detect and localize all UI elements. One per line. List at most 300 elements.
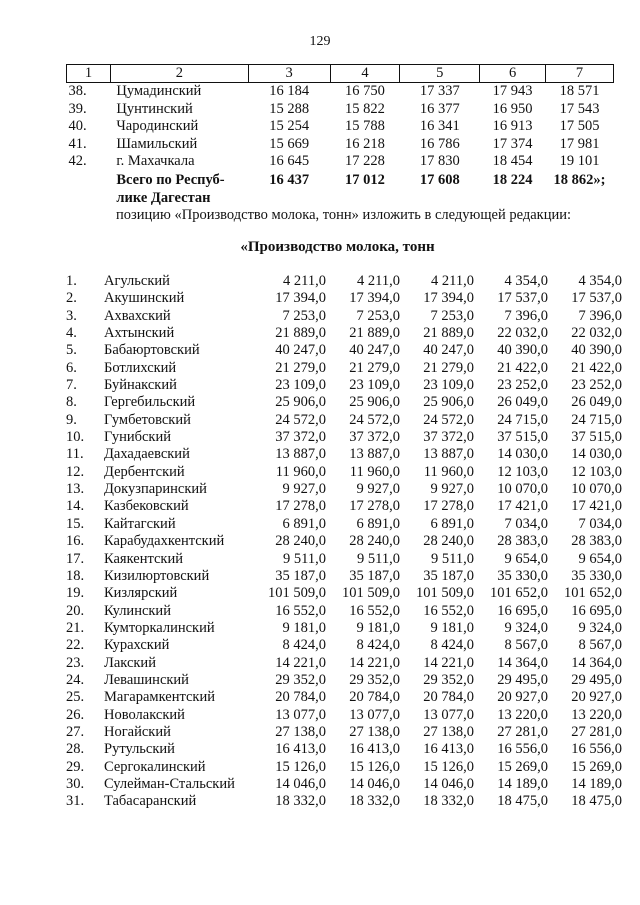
value-cell: 27 138,0 xyxy=(349,723,400,740)
value-cell: 14 189,0 xyxy=(497,775,548,792)
table-row xyxy=(66,759,622,776)
row-number: 40. xyxy=(68,118,87,134)
value-cell: 7 034,0 xyxy=(504,515,548,532)
value-cell: 13 220,0 xyxy=(571,706,622,723)
district-name: Табасаранский xyxy=(104,793,197,810)
value-cell: 17 278,0 xyxy=(275,498,326,515)
value-cell: 13 077,0 xyxy=(423,706,474,723)
value-cell: 15 288 xyxy=(269,100,310,117)
value-cell: 17 278,0 xyxy=(349,498,400,515)
row-number: 22. xyxy=(66,637,85,654)
value-cell: 10 070,0 xyxy=(497,481,548,498)
value-cell: 9 181,0 xyxy=(282,619,326,636)
value-cell: 24 572,0 xyxy=(275,411,326,428)
table-row xyxy=(66,394,622,411)
district-name: Казбековский xyxy=(104,498,189,515)
district-name: Шамильский xyxy=(116,135,198,152)
table-row xyxy=(67,136,614,154)
value-cell: 22 032,0 xyxy=(497,325,548,342)
table-row xyxy=(66,498,622,515)
row-number: 11. xyxy=(66,446,84,463)
value-cell: 40 390,0 xyxy=(571,342,622,359)
value-cell: 7 253,0 xyxy=(282,307,326,324)
total-label-line: лике Дагестан xyxy=(116,189,211,206)
district-name: г. Махачкала xyxy=(116,153,195,169)
row-number: 38. xyxy=(68,83,87,99)
value-cell: 40 247,0 xyxy=(423,342,474,359)
row-number: 7. xyxy=(66,377,77,394)
value-cell: 35 187,0 xyxy=(349,567,400,584)
value-cell: 9 324,0 xyxy=(578,619,622,636)
row-number: 30. xyxy=(66,775,85,792)
value-cell: 4 211,0 xyxy=(357,273,400,289)
empty-cell xyxy=(67,171,111,207)
value-cell: 37 515,0 xyxy=(497,429,548,446)
value-cell: 21 279,0 xyxy=(275,359,326,376)
value-cell: 7 396,0 xyxy=(578,307,622,324)
table-row xyxy=(66,308,622,325)
value-cell: 20 784,0 xyxy=(349,689,400,706)
row-number: 6. xyxy=(66,359,77,376)
value-cell: 101 652,0 xyxy=(490,585,548,602)
value-cell: 21 422,0 xyxy=(497,359,548,376)
value-cell: 16 552,0 xyxy=(275,602,326,619)
row-number: 13. xyxy=(66,481,85,498)
value-cell: 14 221,0 xyxy=(349,654,400,671)
value-cell: 21 422,0 xyxy=(571,359,622,376)
table-row xyxy=(67,83,614,101)
value-cell: 14 030,0 xyxy=(497,446,548,463)
header-cell: 7 xyxy=(546,65,614,83)
table-row xyxy=(66,429,622,446)
value-cell: 27 281,0 xyxy=(571,723,622,740)
district-name: Кумторкалинский xyxy=(104,619,215,636)
value-cell: 25 906,0 xyxy=(349,394,400,411)
value-cell: 16 184 xyxy=(269,83,310,99)
header-cell: 2 xyxy=(110,65,248,83)
value-cell: 23 252,0 xyxy=(571,377,622,394)
value-cell: 12 103,0 xyxy=(497,463,548,480)
row-number: 19. xyxy=(66,585,85,602)
value-cell: 13 077,0 xyxy=(275,706,326,723)
value-cell: 9 181,0 xyxy=(356,619,400,636)
district-name: Кизилюртовский xyxy=(104,567,210,584)
table-row xyxy=(66,290,622,307)
value-cell: 37 515,0 xyxy=(571,429,622,446)
value-cell: 20 927,0 xyxy=(571,689,622,706)
district-name: Новолакский xyxy=(104,706,185,723)
district-name: Сергокалинский xyxy=(104,758,206,775)
value-cell: 9 654,0 xyxy=(504,550,548,567)
row-number: 1. xyxy=(66,273,77,289)
value-cell: 21 889,0 xyxy=(349,325,400,342)
value-cell: 24 715,0 xyxy=(571,411,622,428)
value-cell: 7 253,0 xyxy=(356,307,400,324)
value-cell: 15 669 xyxy=(269,135,310,152)
value-cell: 4 354,0 xyxy=(504,273,548,289)
value-cell: 35 187,0 xyxy=(423,567,474,584)
row-number: 10. xyxy=(66,429,85,446)
district-name: Магарамкентский xyxy=(104,689,215,706)
row-number: 12. xyxy=(66,463,85,480)
table-row xyxy=(66,342,622,359)
value-cell: 16 645 xyxy=(269,153,310,169)
table-row xyxy=(67,118,614,136)
value-cell: 17 337 xyxy=(419,83,460,99)
value-cell: 17 537,0 xyxy=(571,290,622,307)
value-cell: 11 960,0 xyxy=(349,463,400,480)
value-cell: 29 352,0 xyxy=(349,671,400,688)
row-number: 14. xyxy=(66,498,85,515)
value-cell: 29 495,0 xyxy=(571,671,622,688)
value-cell: 16 413,0 xyxy=(275,741,326,758)
value-cell: 17 394,0 xyxy=(423,290,474,307)
value-cell: 16 552,0 xyxy=(423,602,474,619)
table-row xyxy=(66,707,622,724)
value-cell: 16 341 xyxy=(419,118,460,134)
value-cell: 17 537,0 xyxy=(497,290,548,307)
row-number: 17. xyxy=(66,550,85,567)
page-number: 129 xyxy=(309,34,331,49)
district-name: Ботлихский xyxy=(104,359,177,376)
value-cell: 16 695,0 xyxy=(497,602,548,619)
value-cell: 21 889,0 xyxy=(275,325,326,342)
section-title: «Производство молока, тонн xyxy=(240,239,435,255)
total-row xyxy=(67,171,614,207)
row-number: 16. xyxy=(66,533,85,550)
value-cell: 16 556,0 xyxy=(571,741,622,758)
table-row xyxy=(66,568,622,585)
value-cell: 101 509,0 xyxy=(416,585,474,602)
value-cell: 28 383,0 xyxy=(571,533,622,550)
value-cell: 28 240,0 xyxy=(423,533,474,550)
value-cell: 23 109,0 xyxy=(349,377,400,394)
value-cell: 22 032,0 xyxy=(571,325,622,342)
value-cell: 26 049,0 xyxy=(571,394,622,411)
value-cell: 14 221,0 xyxy=(275,654,326,671)
value-cell: 11 960,0 xyxy=(275,463,326,480)
total-value: 16 437 xyxy=(269,171,310,188)
total-value: 18 224 xyxy=(492,171,533,188)
table-row xyxy=(66,793,622,810)
district-name: Чародинский xyxy=(116,118,199,134)
table-row xyxy=(66,655,622,672)
value-cell: 24 715,0 xyxy=(497,411,548,428)
table-row xyxy=(66,325,622,342)
row-number: 2. xyxy=(66,290,77,307)
table-row xyxy=(66,620,622,637)
value-cell: 9 181,0 xyxy=(430,619,474,636)
value-cell: 13 887,0 xyxy=(423,446,474,463)
value-cell: 27 138,0 xyxy=(423,723,474,740)
value-cell: 17 543 xyxy=(559,100,600,117)
value-cell: 15 269,0 xyxy=(571,758,622,775)
row-number: 23. xyxy=(66,654,85,671)
value-cell: 16 786 xyxy=(419,135,460,152)
value-cell: 17 394,0 xyxy=(349,290,400,307)
value-cell: 37 372,0 xyxy=(275,429,326,446)
value-cell: 17 394,0 xyxy=(275,290,326,307)
value-cell: 21 889,0 xyxy=(423,325,474,342)
district-name: Докузпаринский xyxy=(104,481,207,498)
value-cell: 13 220,0 xyxy=(497,706,548,723)
table-row xyxy=(66,412,622,429)
value-cell: 101 509,0 xyxy=(342,585,400,602)
value-cell: 9 927,0 xyxy=(430,481,474,498)
district-name: Ахвахский xyxy=(104,307,171,324)
value-cell: 17 505 xyxy=(559,118,600,134)
value-cell: 19 101 xyxy=(559,153,600,169)
value-cell: 17 421,0 xyxy=(497,498,548,515)
value-cell: 13 887,0 xyxy=(275,446,326,463)
value-cell: 18 332,0 xyxy=(423,793,474,810)
district-name: Кайтагский xyxy=(104,515,176,532)
value-cell: 16 750 xyxy=(345,83,385,99)
value-cell: 15 269,0 xyxy=(497,758,548,775)
value-cell: 40 390,0 xyxy=(497,342,548,359)
row-number: 5. xyxy=(66,342,77,359)
value-cell: 16 556,0 xyxy=(497,741,548,758)
value-cell: 16 695,0 xyxy=(571,602,622,619)
table-row xyxy=(66,637,622,654)
value-cell: 35 187,0 xyxy=(275,567,326,584)
value-cell: 14 030,0 xyxy=(571,446,622,463)
table-row xyxy=(66,481,622,498)
value-cell: 35 330,0 xyxy=(497,567,548,584)
value-cell: 16 413,0 xyxy=(423,741,474,758)
value-cell: 9 927,0 xyxy=(282,481,326,498)
value-cell: 29 495,0 xyxy=(497,671,548,688)
header-row xyxy=(67,65,614,83)
row-number: 31. xyxy=(66,793,85,810)
district-name: Левашинский xyxy=(104,671,189,688)
district-name: Лакский xyxy=(104,654,156,671)
district-name: Каякентский xyxy=(104,550,183,567)
value-cell: 18 571 xyxy=(559,83,600,99)
value-cell: 17 421,0 xyxy=(571,498,622,515)
total-value: 17 608 xyxy=(419,171,460,188)
value-cell: 6 891,0 xyxy=(356,515,400,532)
table-row xyxy=(66,603,622,620)
value-cell: 101 652,0 xyxy=(564,585,622,602)
table-row xyxy=(66,464,622,481)
total-label xyxy=(110,171,248,207)
table-row xyxy=(66,360,622,377)
value-cell: 17 278,0 xyxy=(423,498,474,515)
row-number: 8. xyxy=(66,394,77,411)
district-name: Дахадаевский xyxy=(104,446,190,463)
value-cell: 17 981 xyxy=(559,135,600,152)
value-cell: 17 830 xyxy=(419,153,460,169)
value-cell: 9 927,0 xyxy=(356,481,400,498)
value-cell: 9 511,0 xyxy=(431,550,474,567)
value-cell: 9 654,0 xyxy=(578,550,622,567)
value-cell: 8 424,0 xyxy=(356,637,400,654)
table-row xyxy=(66,585,622,602)
value-cell: 6 891,0 xyxy=(430,515,474,532)
value-cell: 21 279,0 xyxy=(349,359,400,376)
row-number: 26. xyxy=(66,706,85,723)
value-cell: 7 396,0 xyxy=(504,307,548,324)
value-cell: 8 567,0 xyxy=(578,637,622,654)
row-number: 4. xyxy=(66,325,77,342)
district-name: Курахский xyxy=(104,637,170,654)
value-cell: 20 927,0 xyxy=(497,689,548,706)
value-cell: 20 784,0 xyxy=(423,689,474,706)
district-name: Рутульский xyxy=(104,741,175,758)
district-name: Карабудахкентский xyxy=(104,533,225,550)
value-cell: 27 138,0 xyxy=(275,723,326,740)
value-cell: 28 240,0 xyxy=(349,533,400,550)
value-cell: 14 046,0 xyxy=(423,775,474,792)
district-name: Агульский xyxy=(104,273,170,289)
row-number: 20. xyxy=(66,602,85,619)
district-name: Сулейман-Стальский xyxy=(104,775,235,792)
district-name: Акушинский xyxy=(104,290,185,307)
value-cell: 9 511,0 xyxy=(357,550,400,567)
row-number: 15. xyxy=(66,515,85,532)
table-row xyxy=(66,741,622,758)
value-cell: 7 034,0 xyxy=(578,515,622,532)
value-cell: 25 906,0 xyxy=(423,394,474,411)
value-cell: 10 070,0 xyxy=(571,481,622,498)
value-cell: 16 377 xyxy=(419,100,460,117)
value-cell: 17 228 xyxy=(345,153,385,169)
value-cell: 101 509,0 xyxy=(268,585,326,602)
district-name: Гунибский xyxy=(104,429,171,446)
row-number: 39. xyxy=(68,100,87,117)
row-number: 29. xyxy=(66,758,85,775)
table-row xyxy=(66,776,622,793)
header-cell: 6 xyxy=(480,65,546,83)
value-cell: 18 332,0 xyxy=(275,793,326,810)
table-row xyxy=(66,516,622,533)
value-cell: 20 784,0 xyxy=(275,689,326,706)
value-cell: 6 891,0 xyxy=(282,515,326,532)
district-name: Дербентский xyxy=(104,463,185,480)
district-name: Цунтинский xyxy=(116,100,193,117)
value-cell: 15 254 xyxy=(269,118,310,134)
row-number: 24. xyxy=(66,671,85,688)
row-number: 25. xyxy=(66,689,85,706)
value-cell: 24 572,0 xyxy=(423,411,474,428)
total-value: 17 012 xyxy=(345,171,385,188)
value-cell: 11 960,0 xyxy=(423,463,474,480)
value-cell: 40 247,0 xyxy=(349,342,400,359)
table-row xyxy=(66,446,622,463)
value-cell: 18 475,0 xyxy=(571,793,622,810)
continuation-table xyxy=(66,64,614,207)
total-label-line: Всего по Респуб- xyxy=(116,171,225,188)
value-cell: 15 822 xyxy=(345,100,385,117)
row-number: 9. xyxy=(66,411,77,428)
district-name: Гумбетовский xyxy=(104,411,191,428)
value-cell: 12 103,0 xyxy=(571,463,622,480)
value-cell: 23 109,0 xyxy=(275,377,326,394)
row-number: 21. xyxy=(66,619,85,636)
table-row xyxy=(66,273,622,290)
value-cell: 14 046,0 xyxy=(349,775,400,792)
value-cell: 13 077,0 xyxy=(349,706,400,723)
value-cell: 26 049,0 xyxy=(497,394,548,411)
table-row xyxy=(66,724,622,741)
milk-production-table xyxy=(66,273,622,811)
row-number: 3. xyxy=(66,307,77,324)
value-cell: 14 189,0 xyxy=(571,775,622,792)
value-cell: 17 943 xyxy=(492,83,533,99)
value-cell: 15 126,0 xyxy=(349,758,400,775)
instruction-paragraph xyxy=(84,206,606,224)
value-cell: 18 332,0 xyxy=(349,793,400,810)
value-cell: 15 788 xyxy=(345,118,385,134)
value-cell: 40 247,0 xyxy=(275,342,326,359)
value-cell: 16 218 xyxy=(345,135,385,152)
table-row xyxy=(66,689,622,706)
value-cell: 8 424,0 xyxy=(430,637,474,654)
value-cell: 13 887,0 xyxy=(349,446,400,463)
value-cell: 8 567,0 xyxy=(504,637,548,654)
value-cell: 25 906,0 xyxy=(275,394,326,411)
value-cell: 37 372,0 xyxy=(349,429,400,446)
row-number: 42. xyxy=(68,153,87,169)
district-name: Бабаюртовский xyxy=(104,342,200,359)
value-cell: 21 279,0 xyxy=(423,359,474,376)
header-cell: 1 xyxy=(67,65,111,83)
instruction-text: позицию «Производство молока, тонн» изложить в следующей редакции: xyxy=(116,207,572,223)
value-cell: 23 252,0 xyxy=(497,377,548,394)
table-row xyxy=(66,533,622,550)
district-name: Кулинский xyxy=(104,602,171,619)
header-cell: 4 xyxy=(330,65,400,83)
value-cell: 37 372,0 xyxy=(423,429,474,446)
total-value: 18 862»; xyxy=(553,171,606,188)
value-cell: 9 511,0 xyxy=(283,550,326,567)
header-cell: 3 xyxy=(248,65,330,83)
value-cell: 35 330,0 xyxy=(571,567,622,584)
district-name: Гергебильский xyxy=(104,394,196,411)
value-cell: 16 913 xyxy=(492,118,533,134)
district-name: Буйнакский xyxy=(104,377,177,394)
row-number: 28. xyxy=(66,741,85,758)
value-cell: 15 126,0 xyxy=(275,758,326,775)
value-cell: 16 552,0 xyxy=(349,602,400,619)
value-cell: 28 240,0 xyxy=(275,533,326,550)
row-number: 18. xyxy=(66,567,85,584)
table-row xyxy=(66,551,622,568)
value-cell: 14 364,0 xyxy=(497,654,548,671)
table-row xyxy=(67,101,614,119)
value-cell: 18 454 xyxy=(492,153,533,169)
district-name: Кизлярский xyxy=(104,585,178,602)
value-cell: 28 383,0 xyxy=(497,533,548,550)
value-cell: 7 253,0 xyxy=(430,307,474,324)
value-cell: 24 572,0 xyxy=(349,411,400,428)
value-cell: 15 126,0 xyxy=(423,758,474,775)
value-cell: 14 364,0 xyxy=(571,654,622,671)
district-name: Ахтынский xyxy=(104,325,175,342)
value-cell: 27 281,0 xyxy=(497,723,548,740)
value-cell: 9 324,0 xyxy=(504,619,548,636)
value-cell: 16 950 xyxy=(492,100,533,117)
value-cell: 8 424,0 xyxy=(282,637,326,654)
row-number: 27. xyxy=(66,723,85,740)
value-cell: 23 109,0 xyxy=(423,377,474,394)
district-name: Ногайский xyxy=(104,723,171,740)
value-cell: 14 046,0 xyxy=(275,775,326,792)
value-cell: 29 352,0 xyxy=(275,671,326,688)
value-cell: 4 211,0 xyxy=(283,273,326,289)
row-number: 41. xyxy=(68,135,87,152)
